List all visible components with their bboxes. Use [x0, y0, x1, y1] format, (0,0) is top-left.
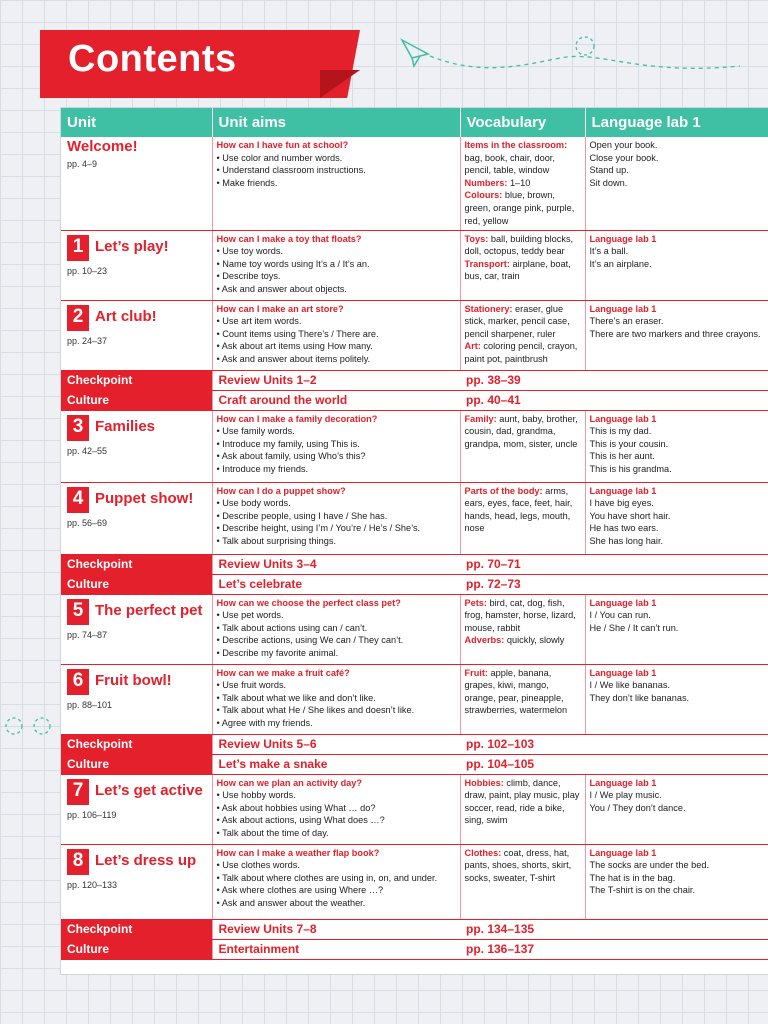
unit-heading: [67, 487, 206, 513]
vocabulary-cell: [460, 300, 585, 370]
unit-aims-cell: [212, 230, 460, 300]
aim-item: • Talk about where clothes are using in, on, and under.: [217, 872, 456, 885]
dashed-circle-icon: [2, 712, 62, 742]
aim-item: • Introduce my friends.: [217, 463, 456, 476]
aim-item: • Understand classroom instructions.: [217, 164, 456, 177]
band-title: Craft around the world: [212, 390, 460, 410]
language-lab-line: Close your book.: [589, 152, 659, 163]
language-lab-title: Language lab 1: [589, 847, 657, 858]
band-label: Culture: [61, 939, 212, 959]
band-row: [61, 390, 768, 410]
band-pages: pp. 136–137: [460, 939, 768, 959]
unit-aims-cell: [212, 137, 460, 230]
vocab-group: Parts of the body: arms, ears, eyes, face, feet, hair, hands, head, legs, mouth, nose: [464, 485, 573, 534]
band-row: [61, 554, 768, 574]
vocab-category: Parts of the body:: [464, 485, 543, 496]
unit-number: 7: [67, 779, 89, 805]
language-lab-line: This is your cousin.: [589, 438, 669, 449]
unit-question: How can we plan an activity day?: [216, 777, 363, 788]
header-language-lab: Language lab 1: [585, 108, 768, 137]
unit-aims-cell: [212, 594, 460, 664]
language-lab-line: I have big eyes.: [589, 498, 654, 509]
aim-item: • Use art item words.: [217, 315, 456, 328]
aim-item: • Ask about art items using How many.: [217, 340, 456, 353]
unit-pages: pp. 74–87: [67, 629, 108, 640]
band-title: Review Units 3–4: [212, 554, 460, 574]
unit-row: [61, 844, 768, 919]
unit-aims-cell: [212, 300, 460, 370]
language-lab-line: It’s an airplane.: [589, 258, 652, 269]
language-lab-cell: [585, 664, 768, 734]
band-title: Let’s make a snake: [212, 754, 460, 774]
vocab-category: Colours:: [464, 190, 503, 201]
unit-name: Fruit bowl!: [95, 672, 172, 690]
vocabulary-cell: [460, 774, 585, 844]
language-lab-line: You / They don’t dance.: [589, 802, 686, 813]
aims-list: [217, 859, 456, 909]
unit-row: [61, 664, 768, 734]
unit-number: 1: [67, 235, 89, 261]
language-lab-cell: [585, 774, 768, 844]
header-vocabulary: Vocabulary: [460, 108, 585, 137]
language-lab-line: Open your book.: [589, 140, 658, 150]
aim-item: • Agree with my friends.: [217, 717, 456, 730]
aim-item: • Use family words.: [217, 425, 456, 438]
unit-question: How can I make a weather flap book?: [216, 847, 380, 858]
contents-table: [61, 108, 768, 974]
vocab-category: Items in the classroom:: [464, 140, 568, 150]
vocab-group: Hobbies: climb, dance, draw, paint, play music, play soccer, read, ride a bike, sing, swim: [464, 777, 580, 826]
unit-cell: [61, 844, 212, 919]
unit-heading: [67, 599, 206, 625]
aims-list: [217, 425, 456, 475]
unit-question: How can I do a puppet show?: [216, 485, 346, 496]
aims-list: [217, 789, 456, 839]
language-lab-title: Language lab 1: [589, 667, 657, 678]
language-lab-cell: [585, 482, 768, 554]
language-lab-line: There are two markers and three crayons.: [589, 328, 761, 339]
unit-pages: pp. 42–55: [67, 445, 108, 456]
language-lab-line: Stand up.: [589, 165, 629, 176]
language-lab-line: It’s a ball.: [589, 246, 629, 257]
language-lab-line: I / You can run.: [589, 610, 651, 621]
vocab-group: Art: coloring pencil, crayon, paint pot, paintbrush: [464, 341, 578, 364]
language-lab-cell: [585, 410, 768, 482]
language-lab-line: There’s an eraser.: [589, 316, 664, 327]
language-lab-cell: [585, 844, 768, 919]
band-row: [61, 754, 768, 774]
vocabulary-cell: [460, 410, 585, 482]
unit-heading: [67, 779, 206, 805]
unit-number: 2: [67, 305, 89, 331]
unit-question: How can we choose the perfect class pet?: [216, 597, 401, 608]
unit-pages: pp. 106–119: [67, 809, 117, 820]
band-label: Checkpoint: [61, 370, 212, 390]
unit-pages: pp. 56–69: [67, 517, 108, 528]
language-lab-line: He / She / It can’t run.: [589, 622, 679, 633]
unit-row: [61, 774, 768, 844]
aim-item: • Describe height, using I’m / You’re / He’s / She’s.: [217, 522, 456, 535]
vocabulary-cell: [460, 664, 585, 734]
unit-heading: [67, 305, 206, 331]
vocab-category: Pets:: [464, 597, 487, 608]
unit-row: [61, 230, 768, 300]
unit-row: [61, 410, 768, 482]
band-pages: pp. 40–41: [460, 390, 768, 410]
header-unit: Unit: [61, 108, 212, 137]
aim-item: • Describe my favorite animal.: [217, 647, 456, 660]
aim-item: • Ask about hobbies using What … do?: [217, 802, 456, 815]
language-lab-line: I / We like bananas.: [589, 680, 671, 691]
vocabulary-cell: [460, 844, 585, 919]
language-lab-line: They don’t like bananas.: [589, 692, 690, 703]
band-pages: pp. 104–105: [460, 754, 768, 774]
band-title: Entertainment: [212, 939, 460, 959]
aims-list: [217, 245, 456, 295]
band-label: Checkpoint: [61, 554, 212, 574]
unit-name: Puppet show!: [95, 490, 194, 508]
unit-pages: pp. 120–133: [67, 879, 118, 890]
unit-number: 8: [67, 849, 89, 875]
unit-name: Families: [95, 418, 156, 436]
aim-item: • Talk about actions using can / can’t.: [217, 622, 456, 635]
unit-aims-cell: [212, 482, 460, 554]
unit-row: [61, 594, 768, 664]
language-lab-cell: [585, 137, 768, 230]
vocab-category: Numbers:: [464, 177, 508, 188]
unit-pages: pp. 24–37: [67, 335, 108, 346]
language-lab-title: Language lab 1: [589, 413, 657, 424]
unit-name: The perfect pet: [95, 602, 203, 620]
unit-aims-cell: [212, 844, 460, 919]
unit-name: Welcome!: [67, 138, 138, 155]
language-lab-title: Language lab 1: [589, 233, 657, 244]
aim-item: • Use body words.: [217, 497, 456, 510]
vocab-group: Transport: airplane, boat, bus, car, train: [464, 258, 571, 282]
unit-cell: [61, 482, 212, 554]
language-lab-line: You have short hair.: [589, 510, 671, 521]
vocab-category: Family:: [464, 413, 497, 424]
unit-question: How can I make a family decoration?: [216, 413, 378, 424]
band-row: [61, 370, 768, 390]
paper-plane-icon: [400, 36, 740, 96]
language-lab-title: Language lab 1: [589, 303, 657, 314]
aim-item: • Use hobby words.: [217, 789, 456, 802]
vocab-group: Adverbs: quickly, slowly: [464, 635, 565, 646]
aim-item: • Describe actions, using We can / They can’t.: [217, 634, 456, 647]
vocabulary-cell: [460, 482, 585, 554]
band-pages: pp. 102–103: [460, 734, 768, 754]
band-row: [61, 734, 768, 754]
aim-item: • Introduce my family, using This is.: [217, 438, 456, 451]
unit-pages: pp. 10–23: [67, 265, 108, 276]
aim-item: • Ask about family, using Who’s this?: [217, 450, 456, 463]
band-title: Review Units 5–6: [212, 734, 460, 754]
unit-cell: [61, 230, 212, 300]
band-pages: pp. 70–71: [460, 554, 768, 574]
aim-item: • Describe people, using I have / She has.: [217, 510, 456, 523]
band-label: Checkpoint: [61, 919, 212, 939]
band-pages: pp. 72–73: [460, 574, 768, 594]
unit-cell: [61, 774, 212, 844]
vocab-group: Numbers: 1–10: [464, 177, 531, 188]
language-lab-line: I / We play music.: [589, 790, 662, 801]
aim-item: • Use pet words.: [217, 609, 456, 622]
unit-number: 4: [67, 487, 89, 513]
aim-item: • Make friends.: [217, 177, 456, 190]
aim-item: • Talk about what He / She likes and doesn’t like.: [217, 704, 456, 717]
aim-item: • Talk about surprising things.: [217, 535, 456, 548]
band-row: [61, 919, 768, 939]
vocab-category: Fruit:: [464, 667, 488, 678]
unit-pages: pp. 4–9: [67, 158, 98, 169]
aim-item: • Ask where clothes are using Where …?: [217, 884, 456, 897]
vocab-category: Clothes:: [464, 847, 502, 858]
unit-question: How can I make a toy that floats?: [216, 233, 362, 244]
unit-heading: [67, 138, 206, 155]
aim-item: • Name toy words using It’s a / It’s an.: [217, 258, 456, 271]
vocabulary-cell: [460, 594, 585, 664]
language-lab-line: The T-shirt is on the chair.: [589, 885, 696, 896]
language-lab-line: The socks are under the bed.: [589, 860, 710, 871]
aims-list: [217, 315, 456, 365]
language-lab-cell: [585, 230, 768, 300]
aim-item: • Use color and number words.: [217, 152, 456, 165]
aims-list: [217, 152, 456, 190]
vocabulary-cell: [460, 137, 585, 230]
unit-aims-cell: [212, 664, 460, 734]
aim-item: • Describe toys.: [217, 270, 456, 283]
band-pages: pp. 134–135: [460, 919, 768, 939]
band-label: Checkpoint: [61, 734, 212, 754]
unit-cell: [61, 300, 212, 370]
aim-item: • Use toy words.: [217, 245, 456, 258]
aim-item: • Use fruit words.: [217, 679, 456, 692]
vocab-group: Stationery: eraser, glue stick, marker, pencil case, pencil sharpener, ruler: [464, 303, 570, 339]
unit-row: [61, 300, 768, 370]
unit-name: Let’s dress up: [95, 852, 197, 870]
vocab-group: Colours: blue, brown, green, orange pink, purple, red, yellow: [464, 190, 575, 226]
vocab-category: Stationery:: [464, 303, 513, 314]
unit-number: 5: [67, 599, 89, 625]
aim-item: • Talk about what we like and don’t like.: [217, 692, 456, 705]
band-label: Culture: [61, 390, 212, 410]
band-label: Culture: [61, 754, 212, 774]
language-lab-line: This is my dad.: [589, 426, 652, 437]
unit-aims-cell: [212, 774, 460, 844]
unit-cell: [61, 594, 212, 664]
vocab-category: Transport:: [464, 258, 510, 269]
language-lab-title: Language lab 1: [589, 485, 657, 496]
band-title: Let’s celebrate: [212, 574, 460, 594]
unit-pages: pp. 88–101: [67, 699, 113, 710]
band-row: [61, 939, 768, 959]
vocab-group: Clothes: coat, dress, hat, pants, shoes, shorts, skirt, socks, sweater, T-shirt: [464, 847, 572, 883]
language-lab-line: She has long hair.: [589, 535, 664, 546]
language-lab-cell: [585, 300, 768, 370]
unit-cell: [61, 410, 212, 482]
language-lab-line: This is his grandma.: [589, 463, 672, 474]
unit-heading: [67, 669, 206, 695]
unit-row: [61, 482, 768, 554]
unit-question: How can I make an art store?: [216, 303, 344, 314]
unit-cell: [61, 137, 212, 230]
language-lab-title: Language lab 1: [589, 597, 657, 608]
unit-heading: [67, 235, 206, 261]
unit-heading: [67, 415, 206, 441]
aim-item: • Ask and answer about items politely.: [217, 353, 456, 366]
vocab-group: Family: aunt, baby, brother, cousin, dad, grandma, grandpa, mom, sister, uncle: [464, 413, 578, 449]
language-lab-cell: [585, 594, 768, 664]
language-lab-line: Sit down.: [589, 177, 628, 188]
unit-row: [61, 137, 768, 230]
language-lab-line: This is her aunt.: [589, 451, 655, 462]
vocab-category: Toys:: [464, 233, 489, 244]
aim-item: • Use clothes words.: [217, 859, 456, 872]
band-title: Review Units 1–2: [212, 370, 460, 390]
vocab-category: Hobbies:: [464, 777, 504, 788]
unit-name: Let’s play!: [95, 238, 169, 256]
aim-item: • Count items using There’s / There are.: [217, 328, 456, 341]
language-lab-title: Language lab 1: [589, 777, 657, 788]
vocab-category: Adverbs:: [464, 635, 505, 646]
band-pages: pp. 38–39: [460, 370, 768, 390]
unit-aims-cell: [212, 410, 460, 482]
aim-item: • Talk about the time of day.: [217, 827, 456, 840]
unit-question: How can we make a fruit café?: [216, 667, 350, 678]
vocab-group: Toys: ball, building blocks, doll, octopus, teddy bear: [464, 233, 574, 257]
aim-item: • Ask and answer about objects.: [217, 283, 456, 296]
band-title: Review Units 7–8: [212, 919, 460, 939]
unit-question: How can I have fun at school?: [216, 140, 349, 150]
vocab-group: Items in the classroom: bag, book, chair, door, pencil, table, window: [464, 140, 568, 176]
aims-list: [217, 497, 456, 547]
vocab-group: Fruit: apple, banana, grapes, kiwi, mango, orange, pear, pineapple, strawberries, watermelon: [464, 667, 568, 716]
table-header-row: [61, 108, 768, 137]
band-row: [61, 574, 768, 594]
unit-cell: [61, 664, 212, 734]
aim-item: • Ask about actions, using What does …?: [217, 814, 456, 827]
unit-name: Let’s get active: [95, 782, 203, 800]
band-label: Culture: [61, 574, 212, 594]
unit-number: 3: [67, 415, 89, 441]
aims-list: [217, 679, 456, 729]
unit-number: 6: [67, 669, 89, 695]
vocab-group: Pets: bird, cat, dog, fish, frog, hamster, horse, lizard, mouse, rabbit: [464, 597, 576, 633]
vocabulary-cell: [460, 230, 585, 300]
language-lab-line: The hat is in the bag.: [589, 872, 676, 883]
unit-name: Art club!: [95, 308, 157, 326]
aims-list: [217, 609, 456, 659]
aim-item: • Ask and answer about the weather.: [217, 897, 456, 910]
header-unit-aims: Unit aims: [212, 108, 460, 137]
page-title: Contents: [68, 38, 237, 80]
vocab-category: Art:: [464, 341, 481, 352]
unit-heading: [67, 849, 206, 875]
language-lab-line: He has two ears.: [589, 523, 659, 534]
